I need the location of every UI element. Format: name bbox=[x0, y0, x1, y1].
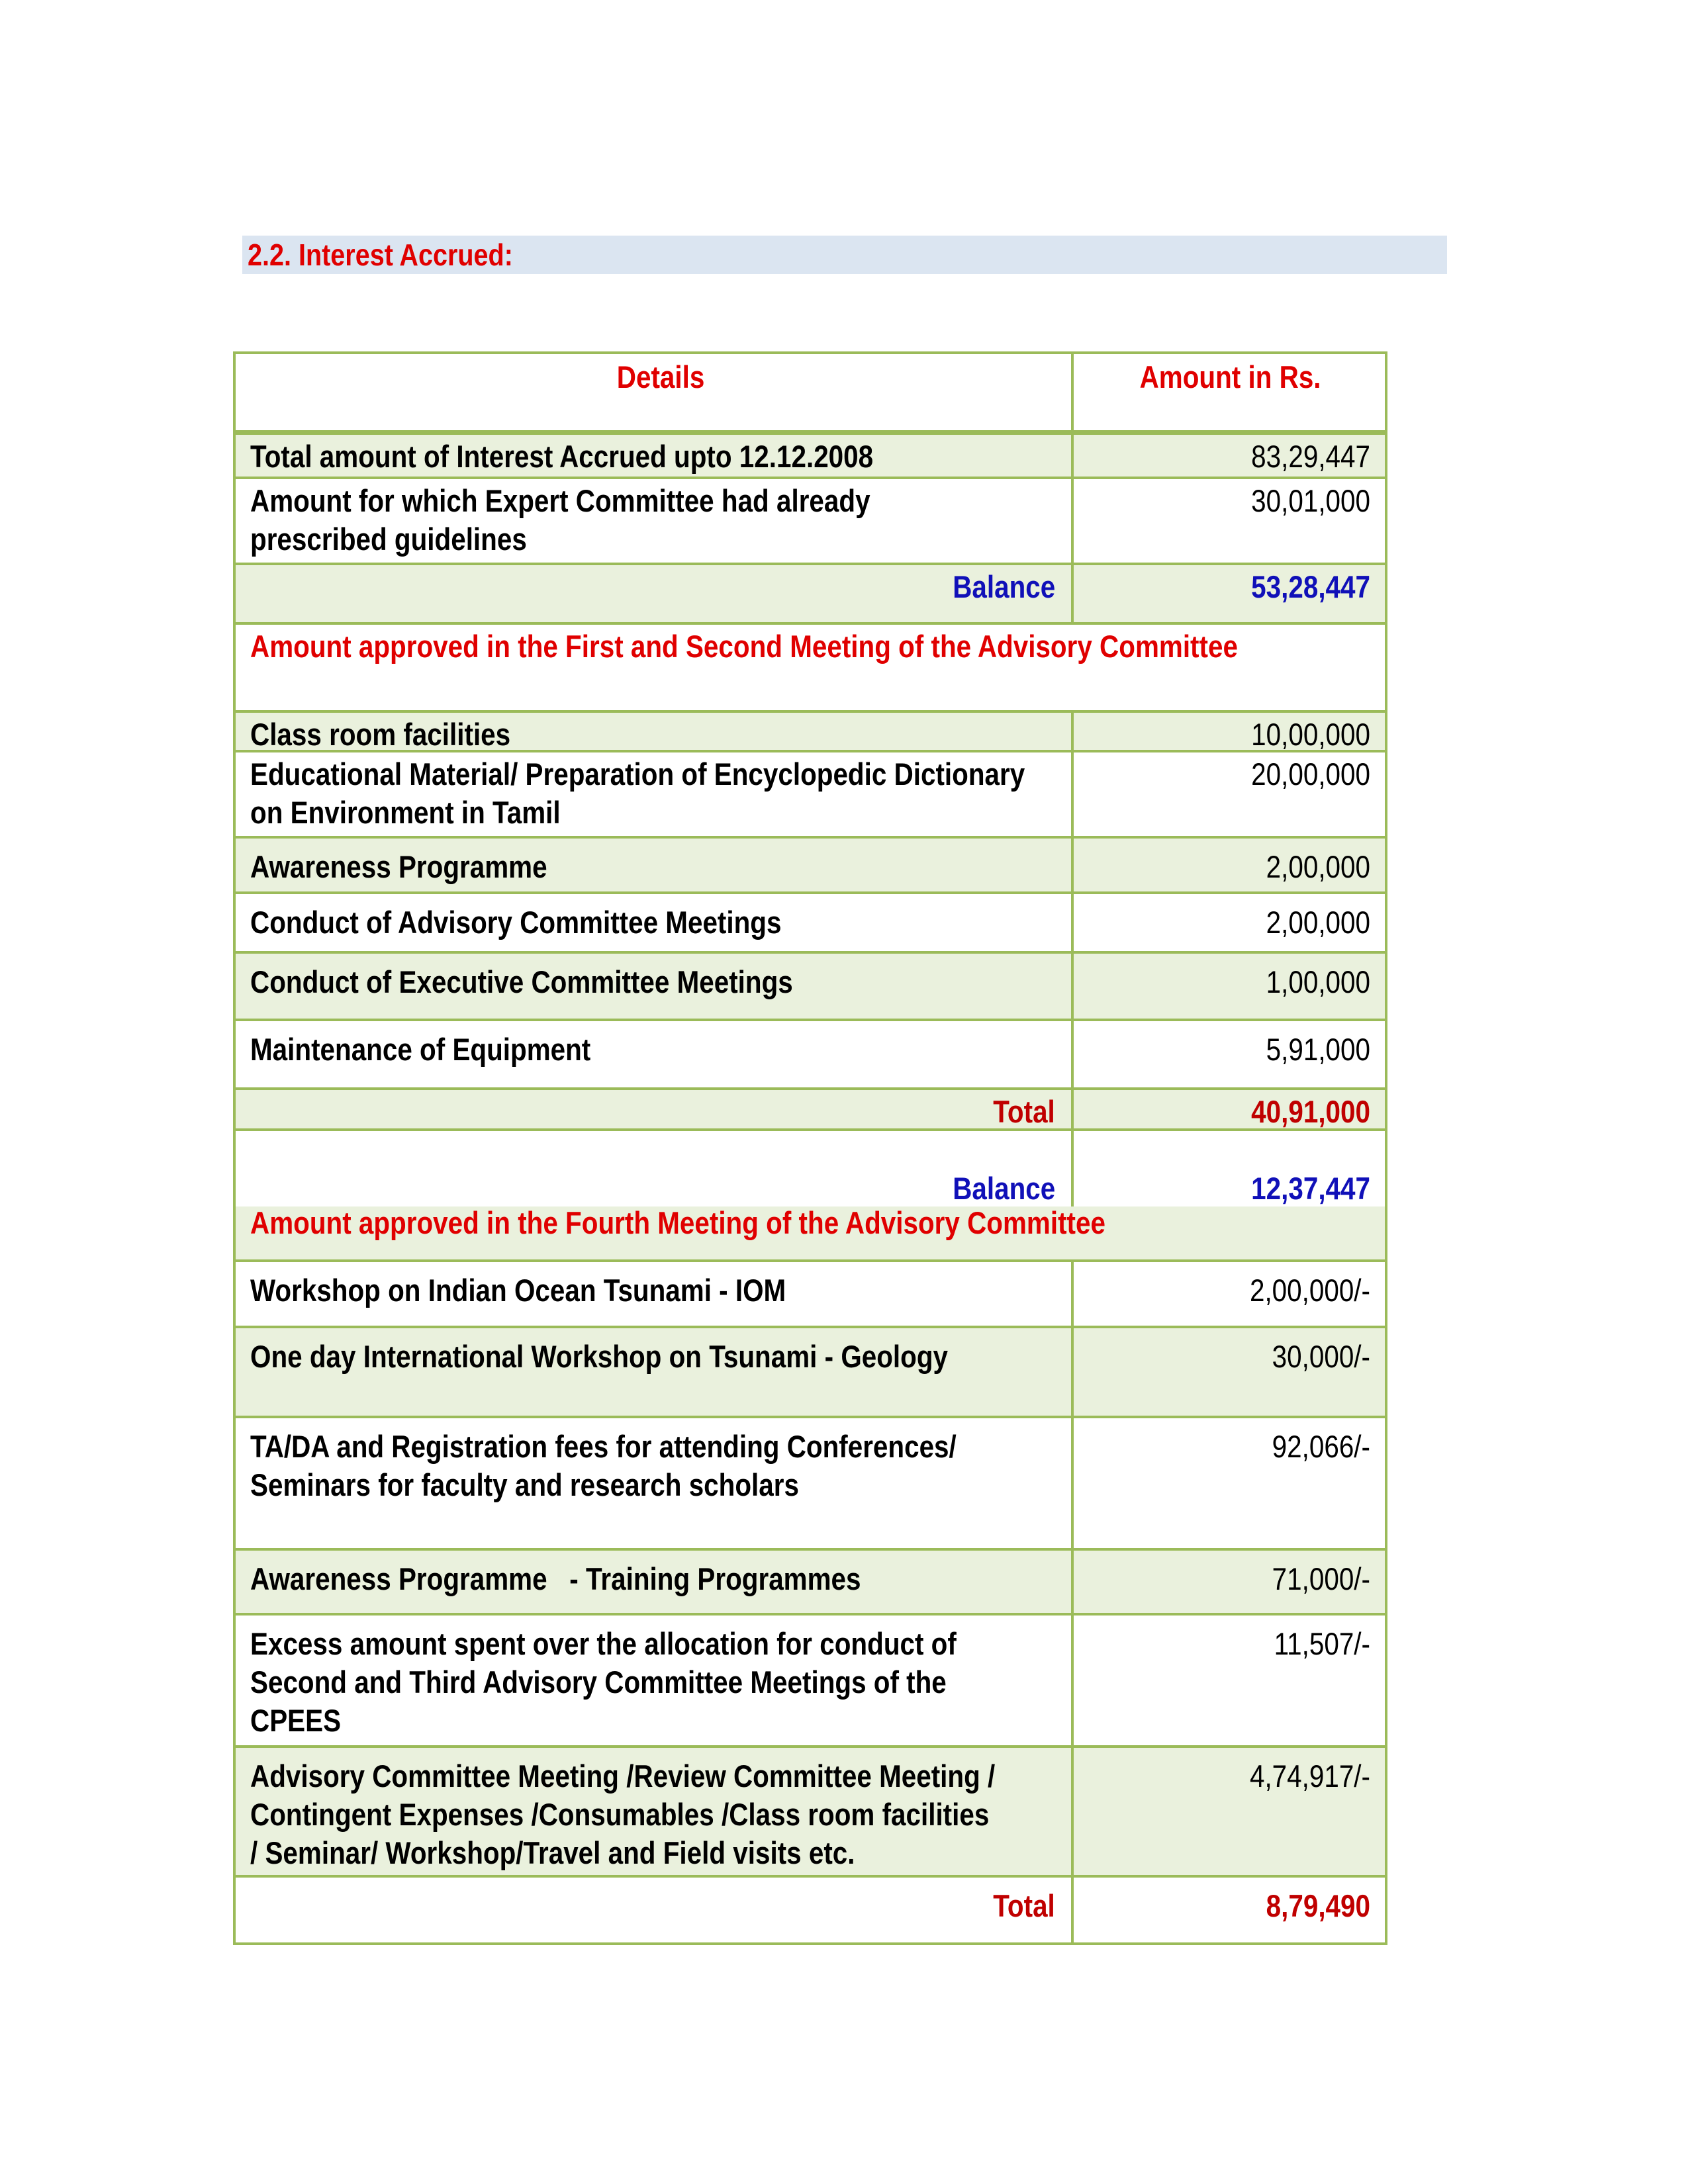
row-label: Conduct of Executive Committee Meetings bbox=[250, 964, 793, 999]
table-row bbox=[236, 1745, 1385, 1875]
group-heading: Amount approved in the Fourth Meeting of the Advisory Committee bbox=[250, 1205, 1105, 1240]
total-label: Total bbox=[993, 1888, 1055, 1923]
row-amount: 2,00,000 bbox=[1266, 849, 1370, 884]
table-row bbox=[236, 836, 1385, 891]
header-amount: Amount in Rs. bbox=[1140, 359, 1321, 394]
balance-label: Balance bbox=[952, 569, 1055, 604]
section-title: 2.2. Interest Accrued: bbox=[248, 238, 513, 272]
row-label: TA/DA and Registration fees for attending Conferences/ Seminars for faculty and research scholars bbox=[250, 1429, 957, 1502]
total-row bbox=[236, 1087, 1385, 1128]
interest-accrued-table bbox=[233, 351, 1387, 1945]
row-label: Conduct of Advisory Committee Meetings bbox=[250, 905, 782, 940]
section-heading-bar bbox=[242, 236, 1447, 274]
row-label: Awareness Programme - Training Programmes bbox=[250, 1561, 861, 1596]
row-label: Awareness Programme bbox=[250, 849, 547, 884]
row-amount: 83,29,447 bbox=[1251, 439, 1370, 474]
row-amount: 92,066/- bbox=[1272, 1429, 1370, 1464]
row-label: Maintenance of Equipment bbox=[250, 1032, 591, 1067]
table-row bbox=[236, 891, 1385, 951]
row-amount: 1,00,000 bbox=[1266, 964, 1370, 999]
table-row bbox=[236, 1416, 1385, 1548]
balance-row bbox=[236, 1128, 1385, 1206]
group-heading: Amount approved in the First and Second Meeting of the Advisory Committee bbox=[250, 629, 1238, 664]
row-amount: 2,00,000 bbox=[1266, 905, 1370, 940]
row-amount: 4,74,917/- bbox=[1249, 1758, 1370, 1794]
total-label: Total bbox=[993, 1094, 1055, 1129]
row-label: Workshop on Indian Ocean Tsunami - IOM bbox=[250, 1273, 786, 1308]
balance-amount: 12,37,447 bbox=[1251, 1171, 1370, 1206]
table-header-row bbox=[236, 354, 1385, 430]
row-label: One day International Workshop on Tsunami - Geology bbox=[250, 1339, 949, 1374]
group-heading-row bbox=[236, 622, 1385, 710]
row-label: Amount for which Expert Committee had already prescribed guidelines bbox=[250, 483, 870, 557]
table-row bbox=[236, 1548, 1385, 1613]
row-label: Total amount of Interest Accrued upto 12.12.2008 bbox=[250, 439, 874, 474]
table-row bbox=[236, 430, 1385, 477]
total-amount: 40,91,000 bbox=[1251, 1094, 1370, 1129]
row-amount: 5,91,000 bbox=[1266, 1032, 1370, 1067]
balance-label: Balance bbox=[952, 1171, 1055, 1206]
row-amount: 30,01,000 bbox=[1251, 483, 1370, 518]
table-row bbox=[236, 750, 1385, 836]
total-amount: 8,79,490 bbox=[1266, 1888, 1370, 1923]
table-row bbox=[236, 1019, 1385, 1087]
row-label: Advisory Committee Meeting /Review Committee Meeting / Contingent Expenses /Consumables /Class room facilities / Seminar/ Workshop/Travel and Field visits etc. bbox=[250, 1758, 996, 1870]
table-row bbox=[236, 710, 1385, 750]
balance-amount: 53,28,447 bbox=[1251, 569, 1370, 604]
table-row bbox=[236, 1326, 1385, 1416]
row-amount: 30,000/- bbox=[1272, 1339, 1370, 1374]
table-row bbox=[236, 1259, 1385, 1326]
row-label: Excess amount spent over the allocation for conduct of Second and Third Advisory Committee Meetings of the CPEES bbox=[250, 1626, 957, 1738]
header-details: Details bbox=[616, 359, 705, 394]
table-row bbox=[236, 951, 1385, 1019]
table-row bbox=[236, 1613, 1385, 1745]
row-label: Educational Material/ Preparation of Encyclopedic Dictionary on Environment in Tamil bbox=[250, 756, 1025, 830]
total-row bbox=[236, 1875, 1385, 1945]
balance-row bbox=[236, 563, 1385, 622]
row-amount: 11,507/- bbox=[1274, 1626, 1370, 1661]
row-label: Class room facilities bbox=[250, 717, 511, 752]
row-amount: 71,000/- bbox=[1272, 1561, 1370, 1596]
row-amount: 10,00,000 bbox=[1251, 717, 1370, 752]
row-amount: 20,00,000 bbox=[1251, 756, 1370, 792]
row-amount: 2,00,000/- bbox=[1249, 1273, 1370, 1308]
group-heading-row bbox=[236, 1206, 1385, 1259]
table-row bbox=[236, 477, 1385, 563]
